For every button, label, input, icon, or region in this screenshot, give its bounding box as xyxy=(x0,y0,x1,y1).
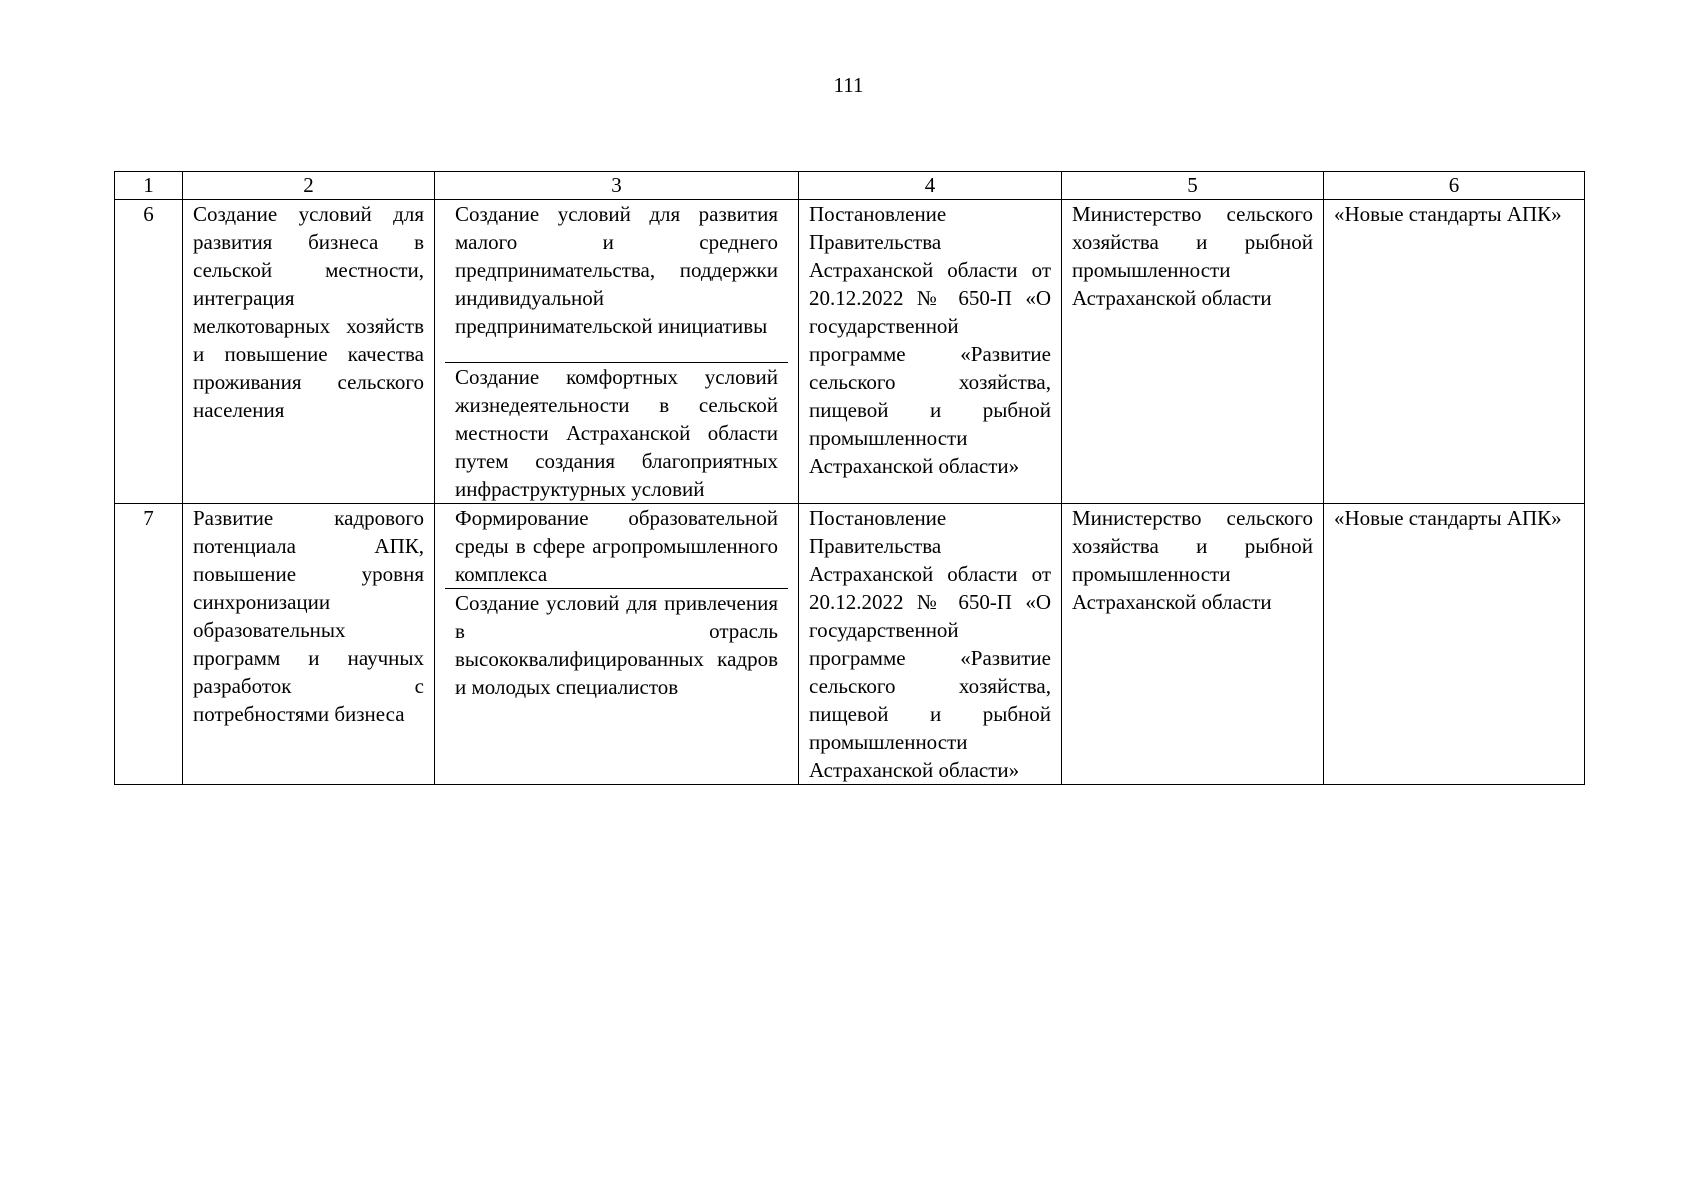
task-item: Создание условий для привлечения в отрасль высококвалифицированных кадров и молодых специалистов xyxy=(445,588,788,701)
column-header-6: 6 xyxy=(1324,172,1585,200)
table-header-row xyxy=(115,172,1585,200)
responsible-cell: Министерство сельского хозяйства и рыбной промышленности Астраханской области xyxy=(1062,200,1324,504)
goal-cell: Создание условий для развития бизнеса в сельской местности, интеграция мелкотоварных хозяйств и повышение качества проживания сельского населения xyxy=(183,200,435,504)
column-header-5: 5 xyxy=(1062,172,1324,200)
row-number: 7 xyxy=(115,504,183,785)
column-header-4: 4 xyxy=(799,172,1062,200)
task-item: Создание условий для развития малого и среднего предпринимательства, поддержки индивидуальной предпринимательской инициативы xyxy=(455,202,778,338)
task-item: Формирование образовательной среды в сфере агропромышленного комплекса xyxy=(455,506,778,586)
document-table xyxy=(114,171,1585,785)
tasks-cell xyxy=(435,504,799,785)
goal-cell: Развитие кадрового потенциала АПК, повышение уровня синхронизации образовательных программ и научных разработок с потребностями бизнеса xyxy=(183,504,435,785)
row-number: 6 xyxy=(115,200,183,504)
task-item: Создание комфортных условий жизнедеятельности в сельской местности Астраханской области путем создания благоприятных инфраструктурных условий xyxy=(445,362,788,503)
document-cell: Постановление Правительства Астраханской области от 20.12.2022 № 650-П «О государственной программе «Развитие сельского хозяйства, пищевой и рыбной промышленности Астраханской области» xyxy=(799,200,1062,504)
column-header-2: 2 xyxy=(183,172,435,200)
column-header-1: 1 xyxy=(115,172,183,200)
project-cell: «Новые стандарты АПК» xyxy=(1324,200,1585,504)
column-header-3: 3 xyxy=(435,172,799,200)
table-row xyxy=(115,200,1585,504)
tasks-cell xyxy=(435,200,799,504)
document-cell: Постановление Правительства Астраханской области от 20.12.2022 № 650-П «О государственной программе «Развитие сельского хозяйства, пищевой и рыбной промышленности Астраханской области» xyxy=(799,504,1062,785)
table-row xyxy=(115,504,1585,785)
responsible-cell: Министерство сельского хозяйства и рыбной промышленности Астраханской области xyxy=(1062,504,1324,785)
page-number: 111 xyxy=(833,73,864,97)
project-cell: «Новые стандарты АПК» xyxy=(1324,504,1585,785)
